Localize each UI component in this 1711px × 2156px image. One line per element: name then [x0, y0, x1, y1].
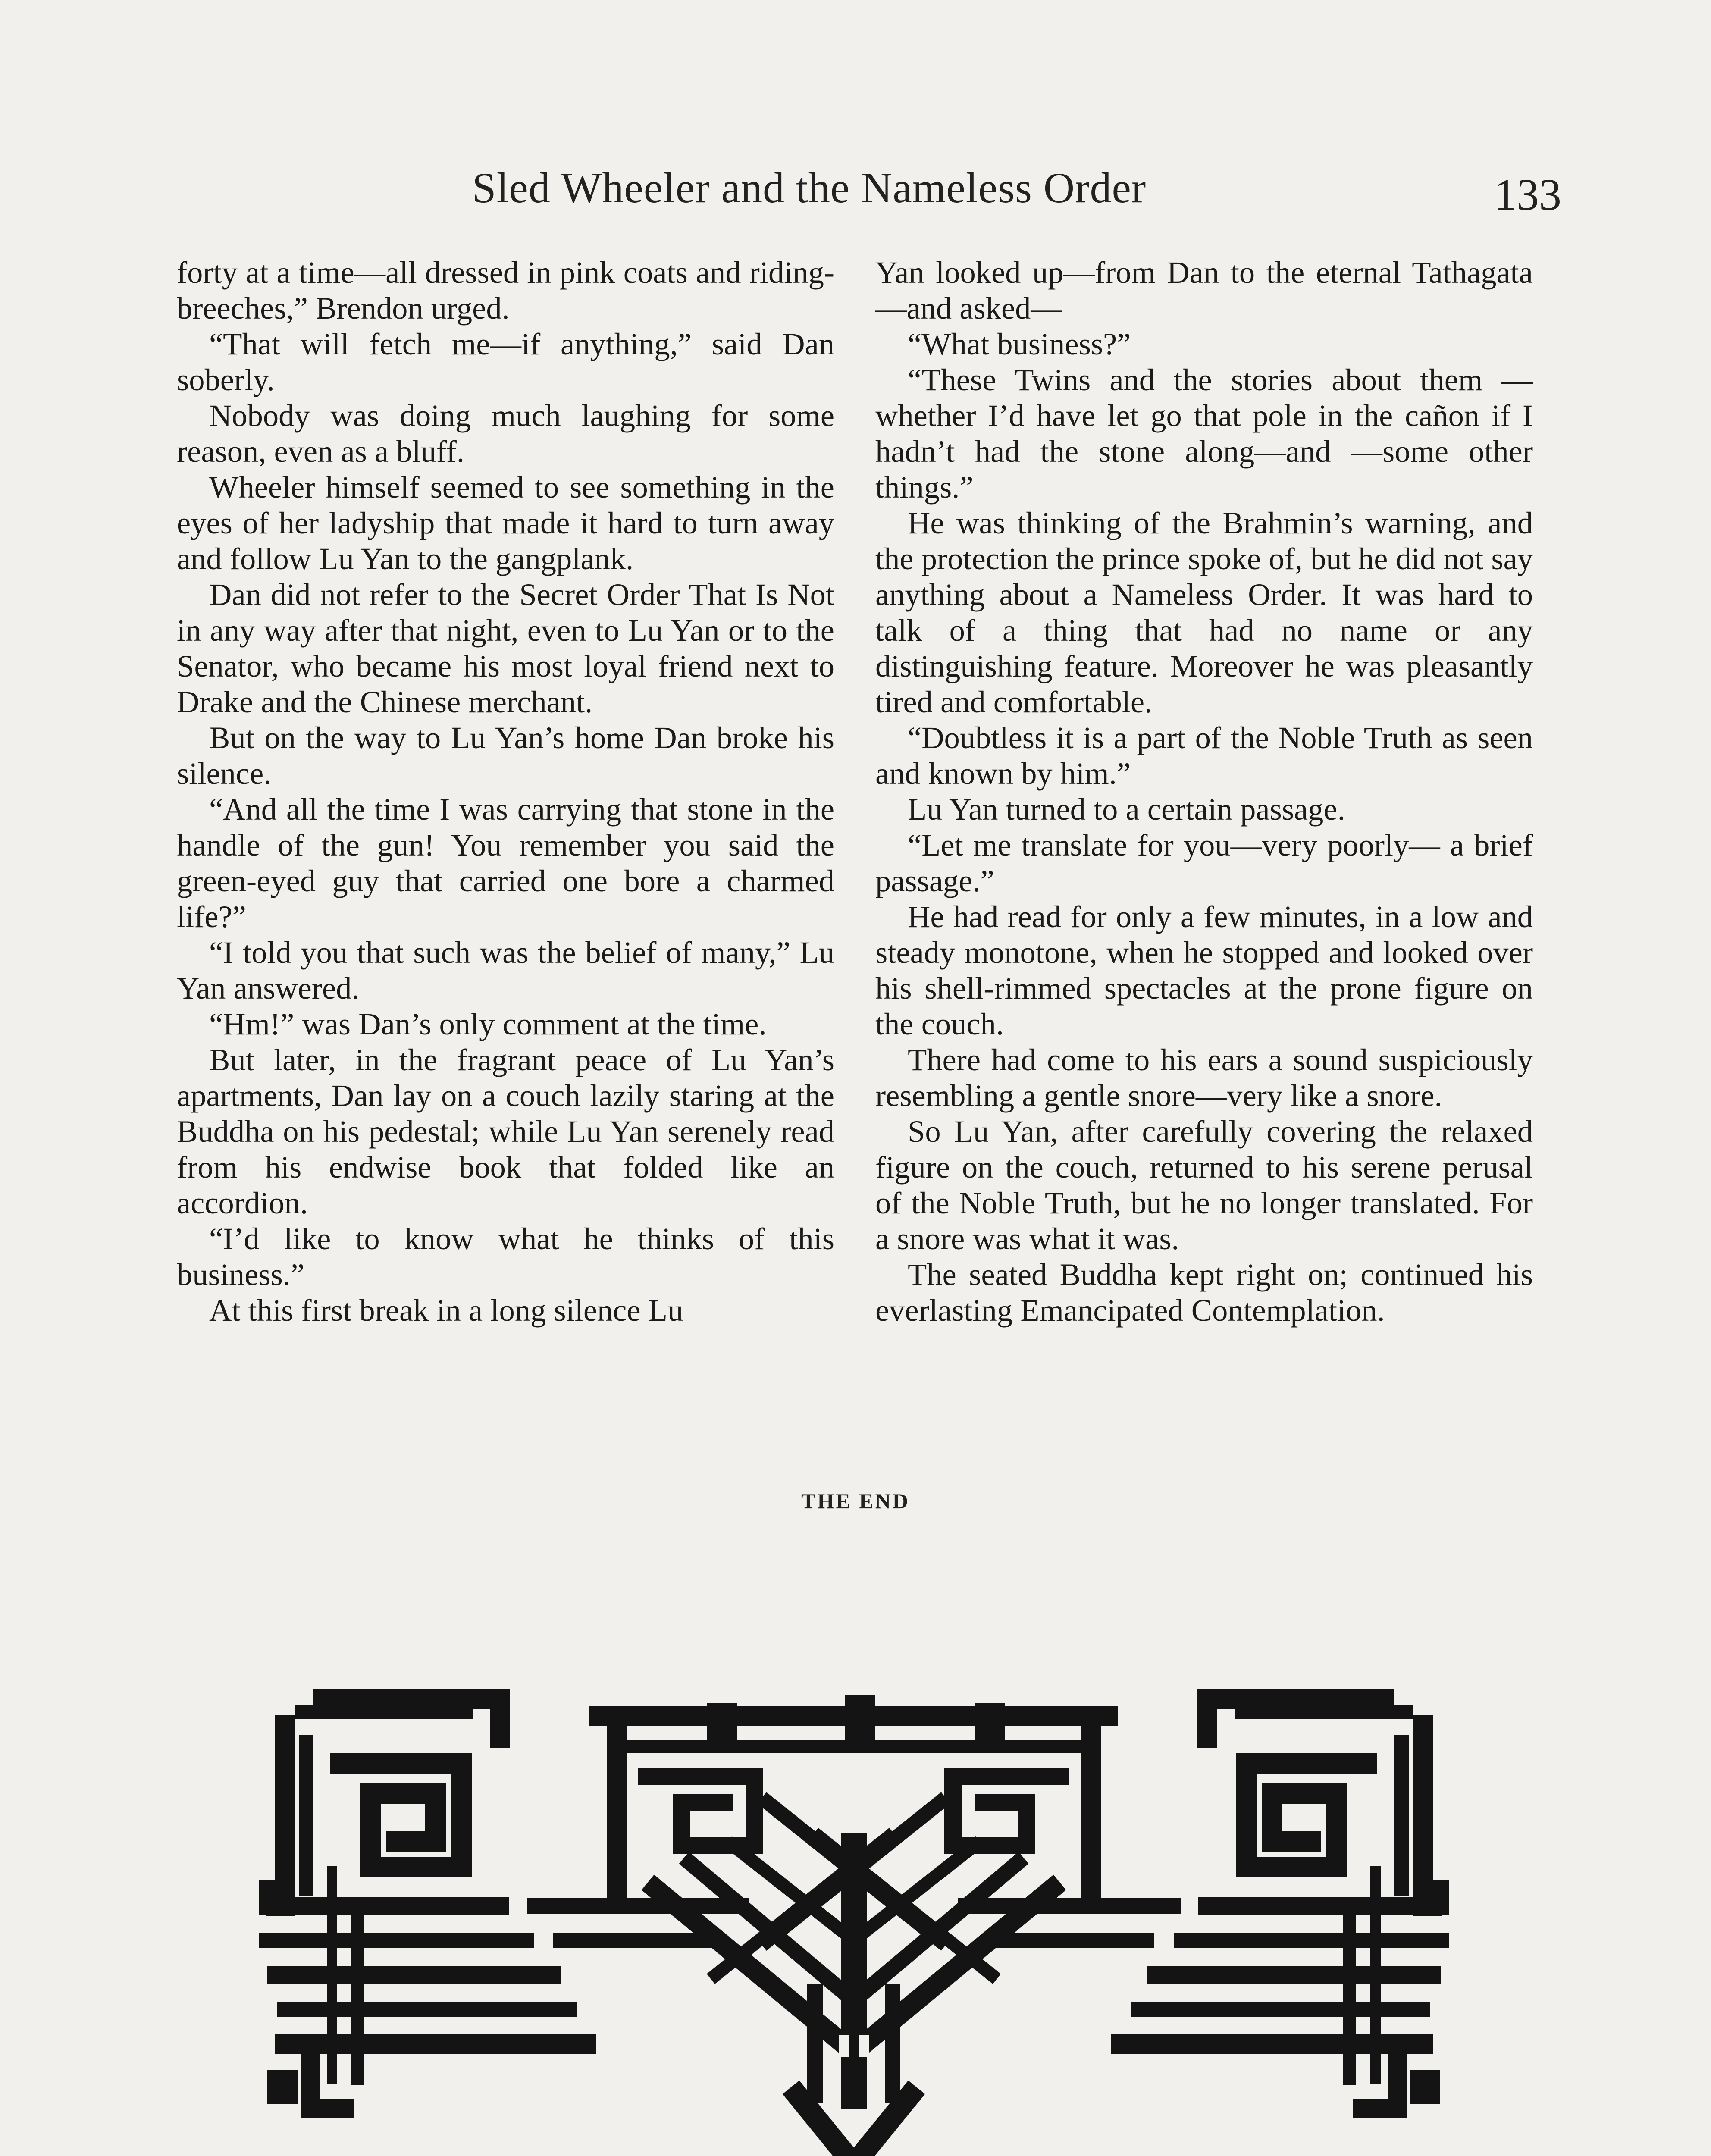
left-column [177, 254, 834, 1328]
right-column [875, 254, 1533, 1328]
interlace-knot-tailpiece [259, 1664, 1449, 2156]
paragraph: “I’d like to know what he thinks of this business.” [177, 1221, 834, 1292]
paragraph: Wheeler himself seemed to see something in the eyes of her ladyship that made it hard to turn away and follow Lu Yan to the gangplank. [177, 470, 834, 576]
paragraph: So Lu Yan, after carefully covering the relaxed figure on the couch, returned to his serene perusal of the Noble Truth, but he no longer translated. For a snore was what it was. [875, 1114, 1533, 1256]
paragraph: But later, in the fragrant peace of Lu Yan’s apartments, Dan lay on a couch lazily staring at the Buddha on his pedestal; while Lu Yan serenely read from his endwise book that folded like an accordion. [177, 1042, 834, 1220]
paragraph: Yan looked up—from Dan to the eternal Tathagata—and asked— [875, 255, 1533, 326]
paragraph: Dan did not refer to the Secret Order That Is Not in any way after that night, even to Lu Yan or to the Senator, who became his most loyal friend next to Drake and the Chinese merchant. [177, 577, 834, 719]
paragraph: “Doubtless it is a part of the Noble Truth as seen and known by him.” [875, 720, 1533, 791]
paragraph: forty at a time—all dressed in pink coats and riding-breeches,” Brendon urged. [177, 255, 834, 326]
paragraph: He was thinking of the Brahmin’s warning, and the protection the prince spoke of, but he did not say anything about a Nameless Order. It was hard to talk of a thing that had no name or any distinguishing feature. Moreover he was pleasantly tired and comfortable. [875, 505, 1533, 719]
paragraph: “Hm!” was Dan’s only comment at the time. [209, 1006, 767, 1041]
paragraph: “I told you that such was the belief of many,” Lu Yan answered. [177, 935, 834, 1006]
paragraph: “These Twins and the stories about them —whether I’d have let go that pole in the cañon if I hadn’t had the stone along—and —some other things.” [875, 362, 1533, 505]
paragraph: But on the way to Lu Yan’s home Dan broke his silence. [177, 720, 834, 791]
paragraph: “What business?” [908, 326, 1131, 361]
paragraph: At this first break in a long silence Lu [209, 1293, 683, 1328]
paragraph: “That will fetch me—if anything,” said Dan soberly. [177, 326, 834, 397]
paragraph: Nobody was doing much laughing for some reason, even as a bluff. [177, 398, 834, 469]
paragraph: He had read for only a few minutes, in a low and steady monotone, when he stopped and looked over his shell-rimmed spectacles at the prone figure on the couch. [875, 899, 1533, 1041]
paragraph: “Let me translate for you—very poorly— a brief passage.” [875, 827, 1533, 898]
page-number: 133 [1494, 170, 1561, 219]
the-end-mark: THE END [801, 1489, 910, 1513]
paragraph: “And all the time I was carrying that stone in the handle of the gun! You remember you said the green-eyed guy that carried one bore a charmed life?” [177, 792, 834, 934]
paragraph: Lu Yan turned to a certain passage. [908, 792, 1345, 827]
paragraph: The seated Buddha kept right on; continued his everlasting Emancipated Contemplation. [875, 1257, 1533, 1328]
running-head: Sled Wheeler and the Nameless Order [472, 164, 1147, 212]
paragraph: There had come to his ears a sound suspiciously resembling a gentle snore—very like a snore. [875, 1042, 1533, 1113]
